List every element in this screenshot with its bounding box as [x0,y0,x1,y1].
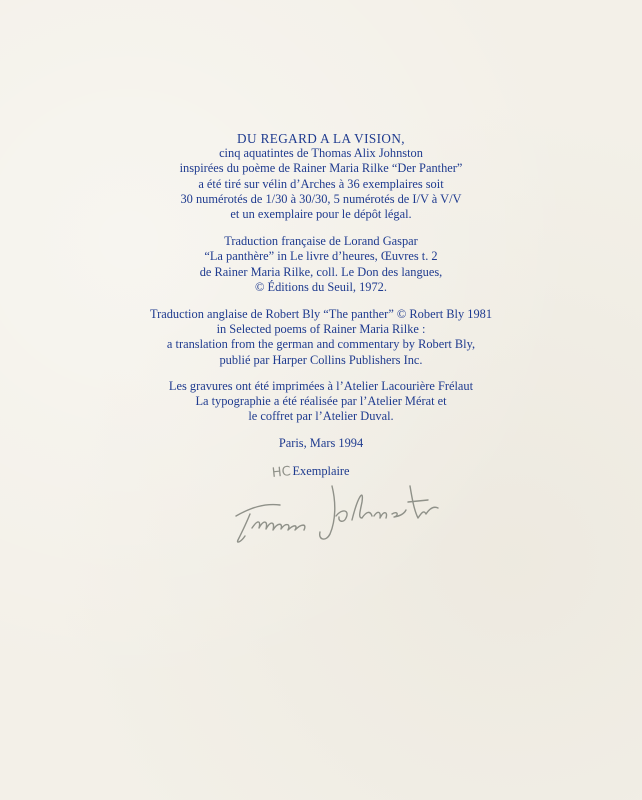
printers-line: Les gravures ont été imprimées à l’Atelier Lacourière Frélaut [168,378,474,393]
english-translation-block [0,307,642,368]
edition-line: a été tiré sur vélin d’Arches à 36 exemplaires soit [198,176,444,191]
place-date: Paris, Mars 1994 [278,436,364,451]
french-translation-line: Traduction française de Lorand Gaspar [224,234,418,249]
handwritten-edition-mark: HC [271,464,292,481]
printers-block [0,379,642,425]
title-block [0,131,642,146]
english-translation-line: publié par Harper Collins Publishers Inc. [219,352,423,367]
french-translation-line: de Rainer Maria Rilke, coll. Le Don des langues, [199,264,443,279]
english-translation-line: Traduction anglaise de Robert Bly “The panther” © Robert Bly 1981 [149,307,493,322]
french-translation-line: © Éditions du Seuil, 1972. [255,279,387,294]
edition-line: 30 numérotés de 1/30 à 30/30, 5 numérotés de I/V à V/V [180,191,462,206]
edition-block [0,146,642,222]
edition-line: et un exemplaire pour le dépôt légal. [230,207,412,222]
english-translation-line: a translation from the german and commentary by Robert Bly, [166,337,476,352]
english-translation-line: in Selected poems of Rainer Maria Rilke : [216,322,426,337]
handwritten-signature [228,472,443,552]
printers-line: La typographie a été réalisée par l’Atelier Mérat et [195,394,447,409]
colophon-title: DU REGARD A LA VISION, [237,131,405,146]
french-translation-line: “La panthère” in Le livre d’heures, Œuvres t. 2 [204,249,438,264]
printers-line: le coffret par l’Atelier Duval. [248,409,394,424]
edition-line: cinq aquatintes de Thomas Alix Johnston [219,146,423,161]
french-translation-block [0,234,642,295]
copy-label: Exemplaire [292,463,350,478]
place-date-block [0,436,642,451]
colophon-text [0,131,642,479]
edition-line: inspirées du poème de Rainer Maria Rilke “Der Panther” [179,161,463,176]
